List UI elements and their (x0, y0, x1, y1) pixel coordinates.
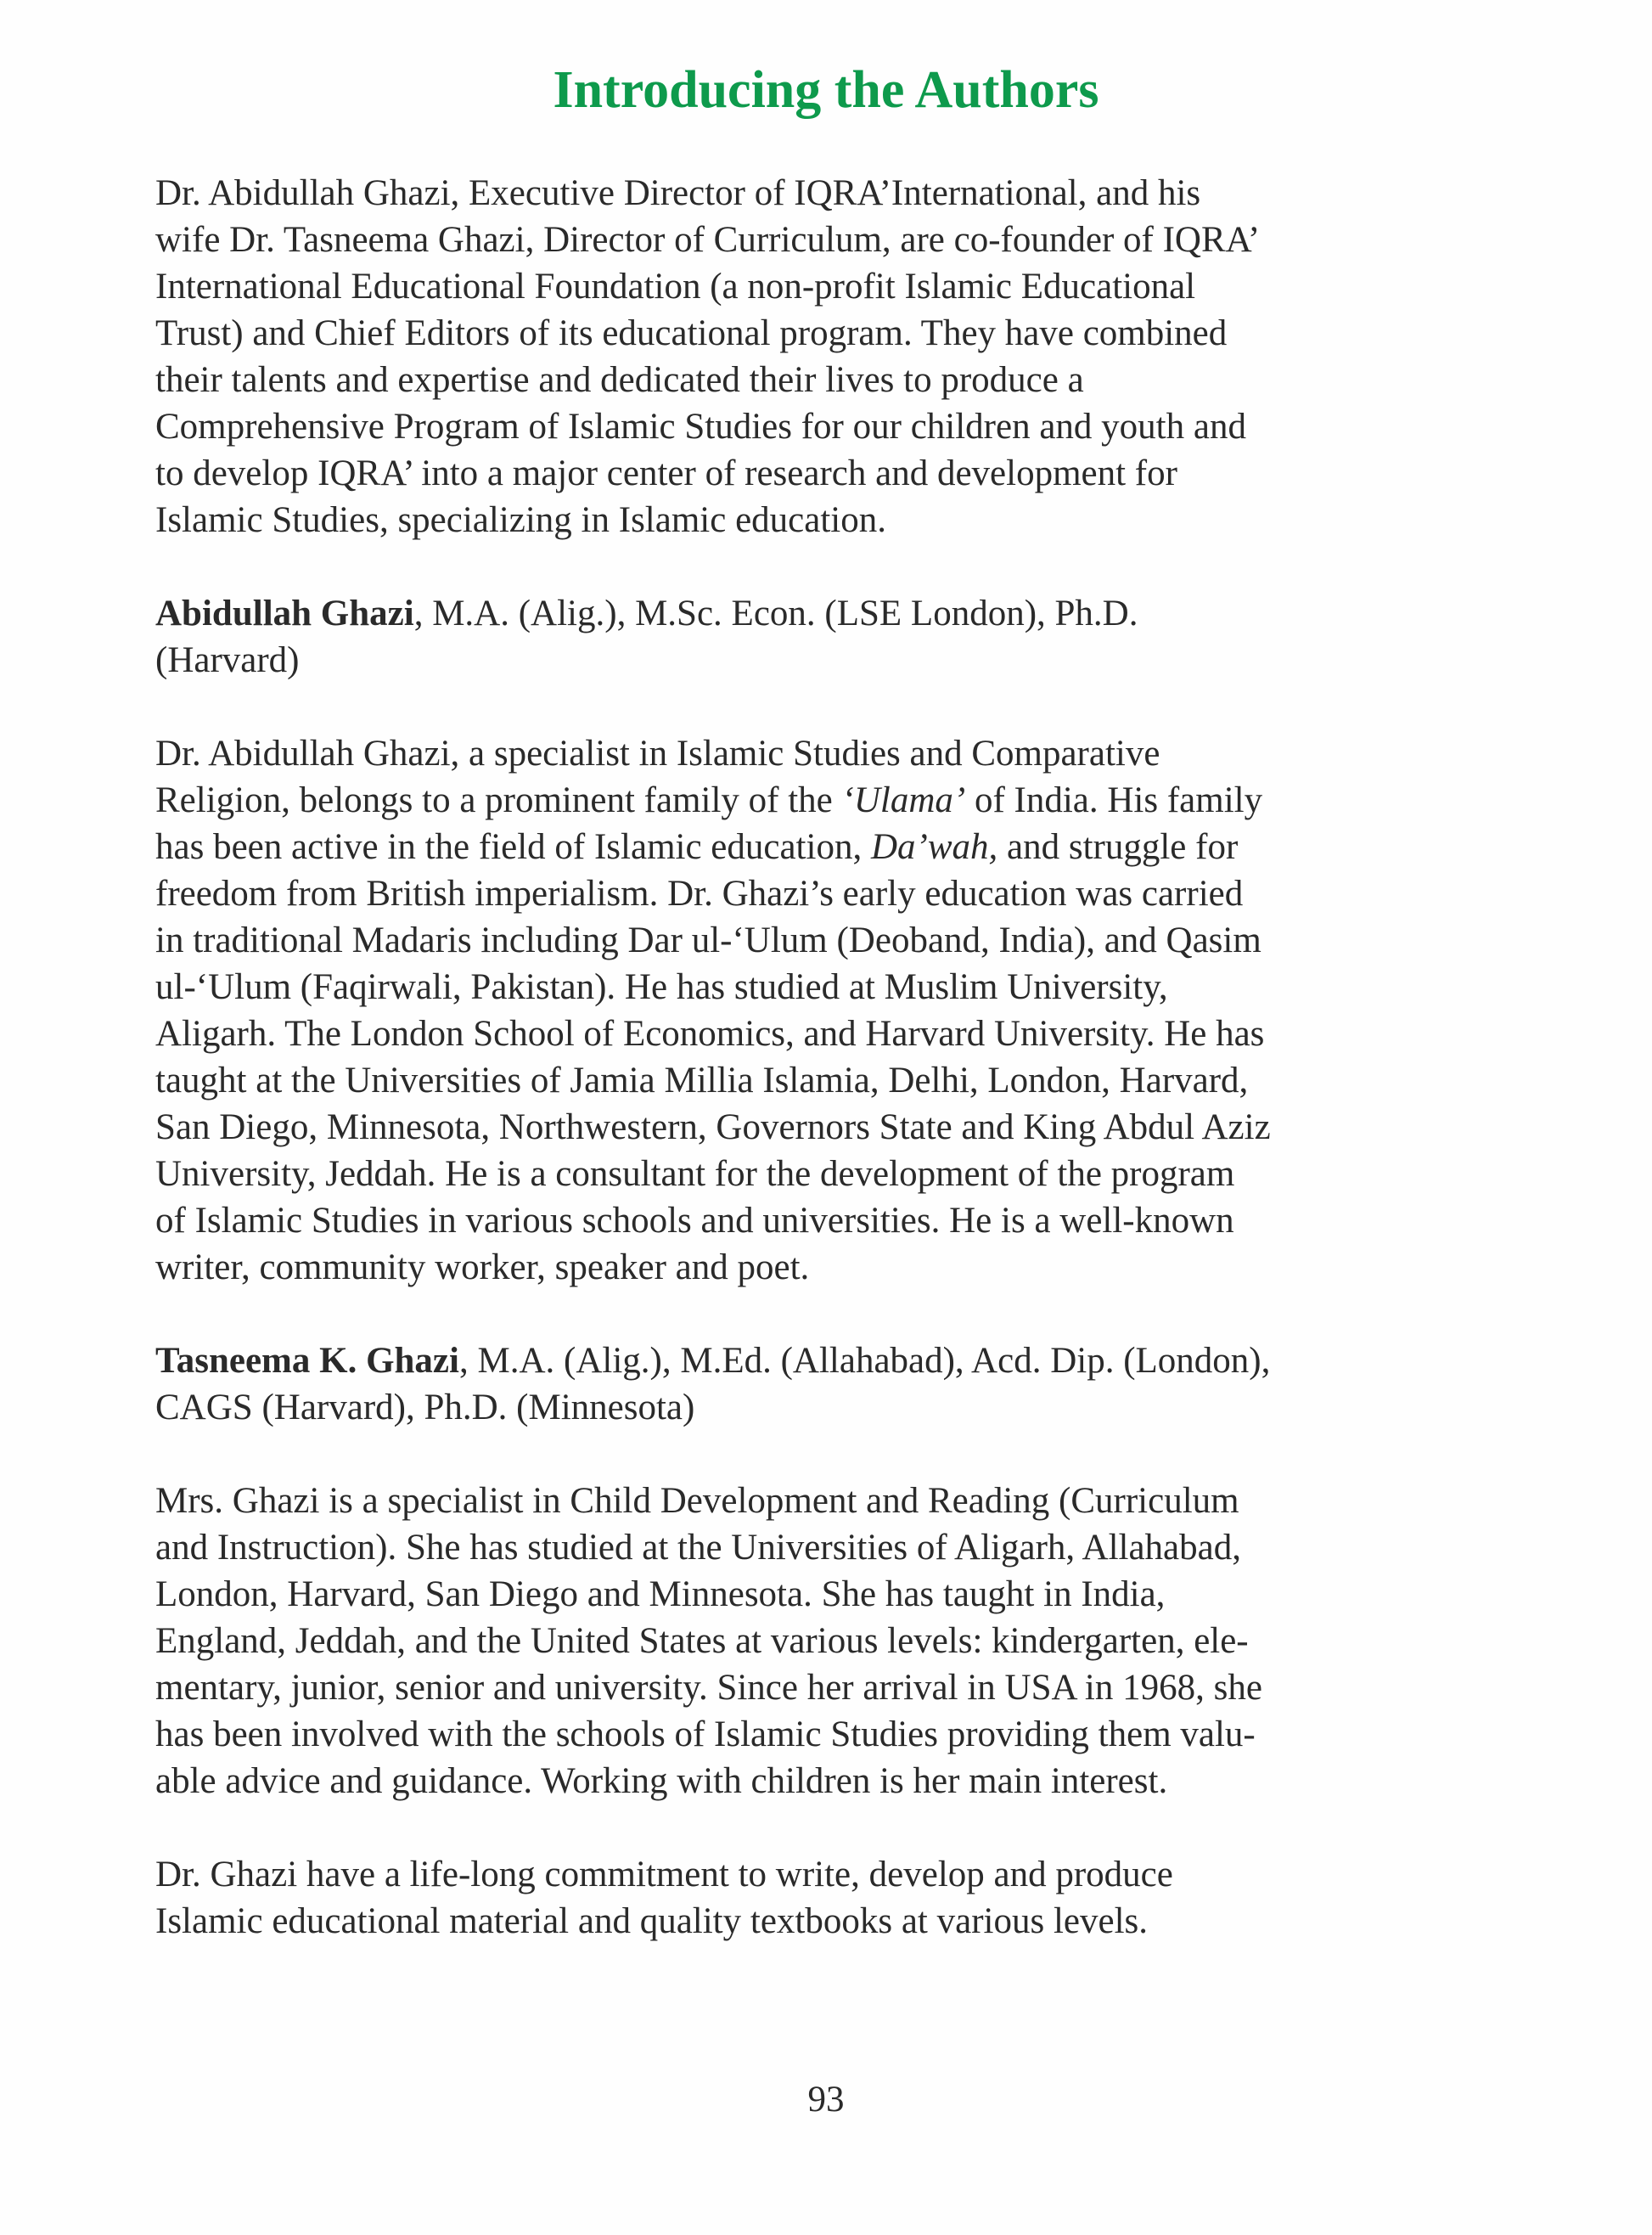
tasneema-name: Tasneema K. Ghazi (155, 1341, 459, 1381)
closing-paragraph (155, 1851, 1480, 1945)
intro-line: Dr. Abidullah Ghazi, Executive Director of IQRA’International, and his (155, 173, 1201, 213)
bio-line (155, 824, 1480, 870)
bio-line: Aligarh. The London School of Economics, and Harvard University. He has (155, 1014, 1265, 1054)
closing-line: Islamic educational material and quality textbooks at various levels. (155, 1901, 1148, 1941)
bio-text: of India. His family (965, 780, 1263, 820)
intro-line: Islamic Studies, specializing in Islamic education. (155, 500, 886, 540)
bio-italic-term: Da’wah, (870, 827, 998, 867)
intro-line: to develop IQRA’ into a major center of research and development for (155, 453, 1177, 493)
page-content (155, 170, 1480, 1991)
tasneema-heading (155, 1337, 1480, 1431)
page-number: 93 (807, 2080, 845, 2120)
bio-line: taught at the Universities of Jamia Millia Islamia, Delhi, London, Harvard, (155, 1061, 1249, 1101)
bio-text: Religion, belongs to a prominent family of the (155, 780, 842, 820)
bio-italic-term: ‘Ulama’ (841, 780, 966, 820)
bio-line: Mrs. Ghazi is a specialist in Child Development and Reading (Curriculum (155, 1481, 1239, 1521)
bio-text: and struggle for (997, 827, 1239, 867)
intro-line: Comprehensive Program of Islamic Studies for our children and youth and (155, 407, 1246, 447)
bio-line: San Diego, Minnesota, Northwestern, Governors State and King Abdul Aziz (155, 1107, 1271, 1147)
intro-paragraph (155, 170, 1480, 543)
page-title: Introducing the Authors (553, 61, 1099, 119)
bio-line: mentary, junior, senior and university. Since her arrival in USA in 1968, she (155, 1668, 1262, 1708)
closing-line: Dr. Ghazi have a life-long commitment to write, develop and produce (155, 1855, 1173, 1894)
abidullah-credentials-line-2: (Harvard) (155, 640, 300, 680)
intro-line: International Educational Foundation (a non-profit Islamic Educational (155, 267, 1196, 307)
bio-text: has been active in the field of Islamic education, (155, 827, 871, 867)
intro-line: wife Dr. Tasneema Ghazi, Director of Curriculum, are co-founder of IQRA’ (155, 220, 1261, 260)
bio-line: and Instruction). She has studied at the Universities of Aligarh, Allahabad, (155, 1528, 1241, 1568)
bio-line: England, Jeddah, and the United States at various levels: kindergarten, ele- (155, 1621, 1249, 1661)
bio-line: London, Harvard, San Diego and Minnesota. She has taught in India, (155, 1574, 1166, 1614)
bio-line: University, Jeddah. He is a consultant for the development of the program (155, 1154, 1235, 1194)
bio-line: freedom from British imperialism. Dr. Ghazi’s early education was carried (155, 874, 1244, 914)
intro-line: Trust) and Chief Editors of its educational program. They have combined (155, 313, 1228, 353)
bio-line (155, 777, 1480, 824)
bio-line: of Islamic Studies in various schools and universities. He is a well-known (155, 1201, 1234, 1241)
abidullah-name: Abidullah Ghazi (155, 594, 414, 633)
abidullah-credentials: , M.A. (Alig.), M.Sc. Econ. (LSE London), Ph.D. (413, 594, 1138, 633)
bio-line: has been involved with the schools of Islamic Studies providing them valu- (155, 1714, 1256, 1754)
abidullah-heading (155, 590, 1480, 684)
bio-line: ul-‘Ulum (Faqirwali, Pakistan). He has studied at Muslim University, (155, 967, 1168, 1007)
bio-line: in traditional Madaris including Dar ul-‘Ulum (Deoband, India), and Qasim (155, 920, 1261, 960)
bio-line: able advice and guidance. Working with children is her main interest. (155, 1761, 1168, 1801)
tasneema-credentials: , M.A. (Alig.), M.Ed. (Allahabad), Acd. Dip. (London), (458, 1341, 1271, 1381)
tasneema-credentials-line-2: CAGS (Harvard), Ph.D. (Minnesota) (155, 1388, 695, 1427)
tasneema-credentials-line-1 (155, 1337, 1480, 1384)
bio-line: writer, community worker, speaker and poet. (155, 1247, 810, 1287)
bio-line: Dr. Abidullah Ghazi, a specialist in Islamic Studies and Comparative (155, 734, 1160, 774)
tasneema-bio (155, 1478, 1480, 1804)
intro-line: their talents and expertise and dedicated their lives to produce a (155, 360, 1084, 400)
abidullah-bio (155, 730, 1480, 1291)
abidullah-credentials-line-1 (155, 590, 1480, 637)
